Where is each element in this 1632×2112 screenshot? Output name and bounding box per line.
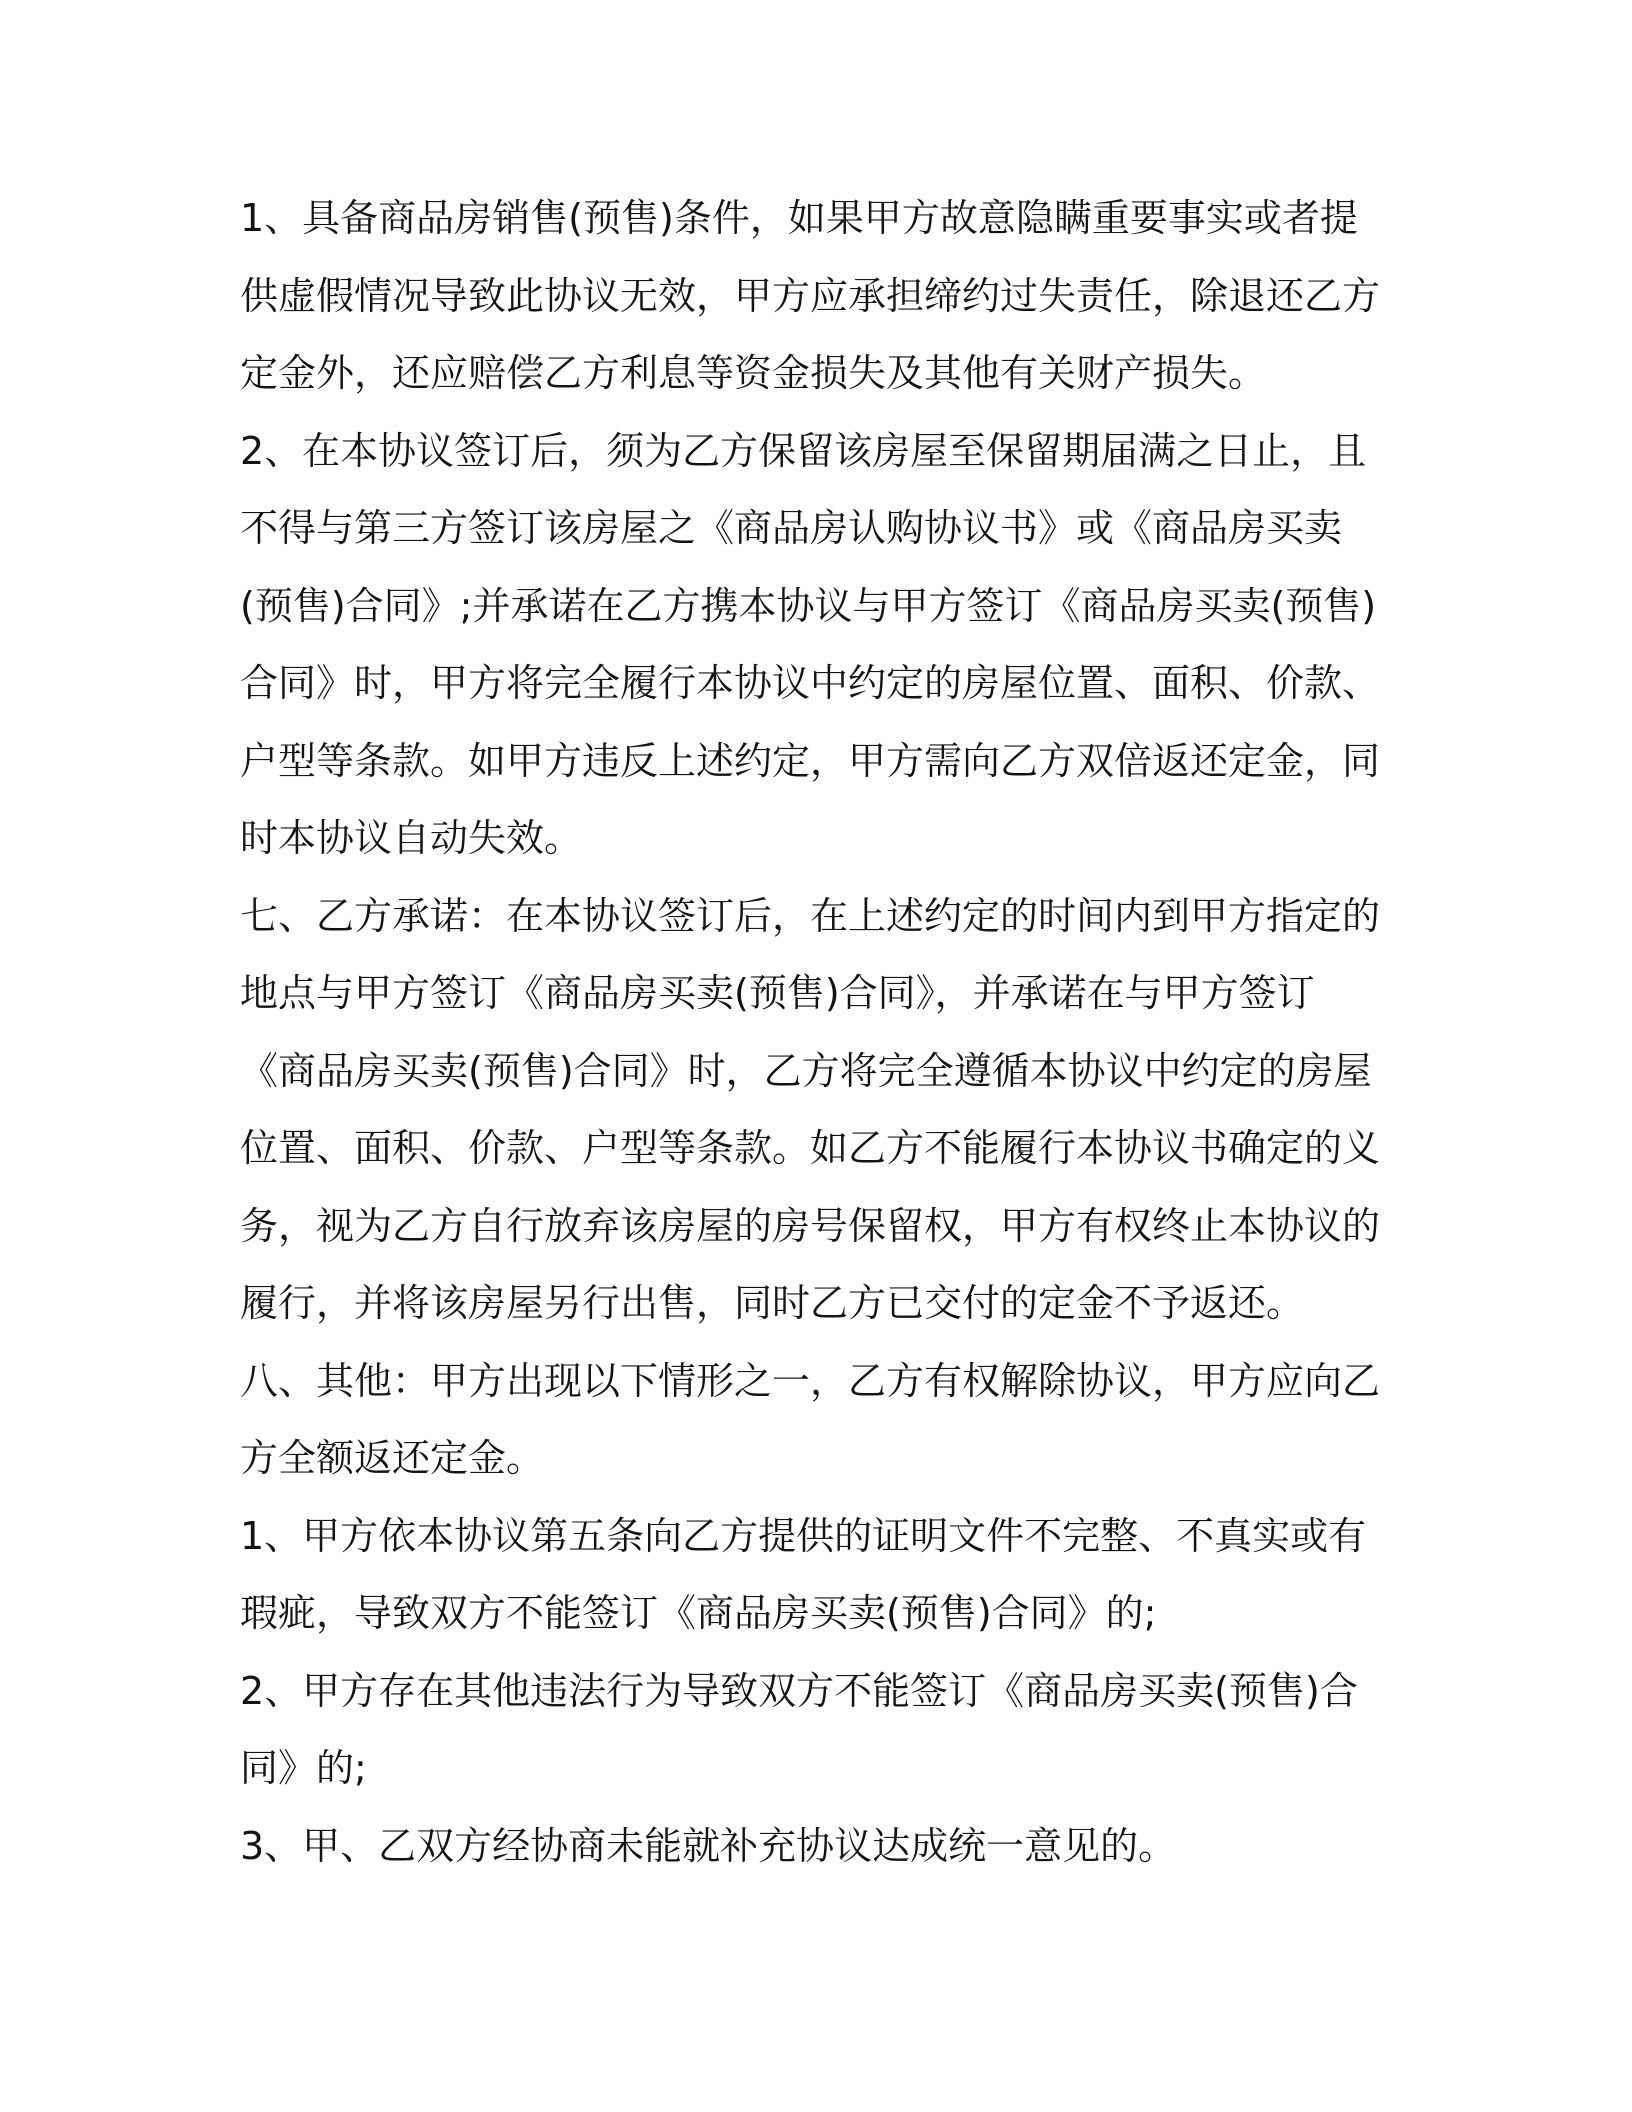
paragraph-clause-1-seller-liability: 1、具备商品房销售(预售)条件，如果甲方故意隐瞒重要事实或者提供虚假情况导致此协议无效，甲方应承担缔约过失责任，除退还乙方定金外，还应赔偿乙方利息等资金损失及其他有关财产损失。 xyxy=(240,196,1381,395)
paragraph-other-item-3: 3、甲、乙双方经协商未能就补充协议达成统一意见的。 xyxy=(240,1823,1177,1868)
paragraph-other-item-2: 2、甲方存在其他违法行为导致双方不能签订《商品房买卖(预售)合同》的; xyxy=(240,1668,1358,1790)
paragraph-other-item-1: 1、甲方依本协议第五条向乙方提供的证明文件不完整、不真实或有瑕疵，导致双方不能签订《商品房买卖(预售)合同》的; xyxy=(240,1513,1367,1635)
paragraph-section-8-other: 八、其他：甲方出现以下情形之一，乙方有权解除协议，甲方应向乙方全额返还定金。 xyxy=(240,1358,1381,1480)
document-body xyxy=(240,180,1390,1885)
paragraph-clause-2-seller-obligation: 2、在本协议签订后，须为乙方保留该房屋至保留期届满之日止，且不得与第三方签订该房屋之《商品房认购协议书》或《商品房买卖(预售)合同》;并承诺在乙方携本协议与甲方签订《商品房买卖(预售)合同》时，甲方将完全履行本协议中约定的房屋位置、面积、价款、户型等条款。如甲方违反上述约定，甲方需向乙方双倍返还定金，同时本协议自动失效。 xyxy=(240,428,1381,860)
paragraph-section-7-buyer-promise: 七、乙方承诺：在本协议签订后，在上述约定的时间内到甲方指定的地点与甲方签订《商品房买卖(预售)合同》，并承诺在与甲方签订《商品房买卖(预售)合同》时，乙方将完全遵循本协议中约定的房屋位置、面积、价款、户型等条款。如乙方不能履行本协议书确定的义务，视为乙方自行放弃该房屋的房号保留权，甲方有权终止本协议的履行，并将该房屋另行出售，同时乙方已交付的定金不予返还。 xyxy=(240,893,1381,1325)
